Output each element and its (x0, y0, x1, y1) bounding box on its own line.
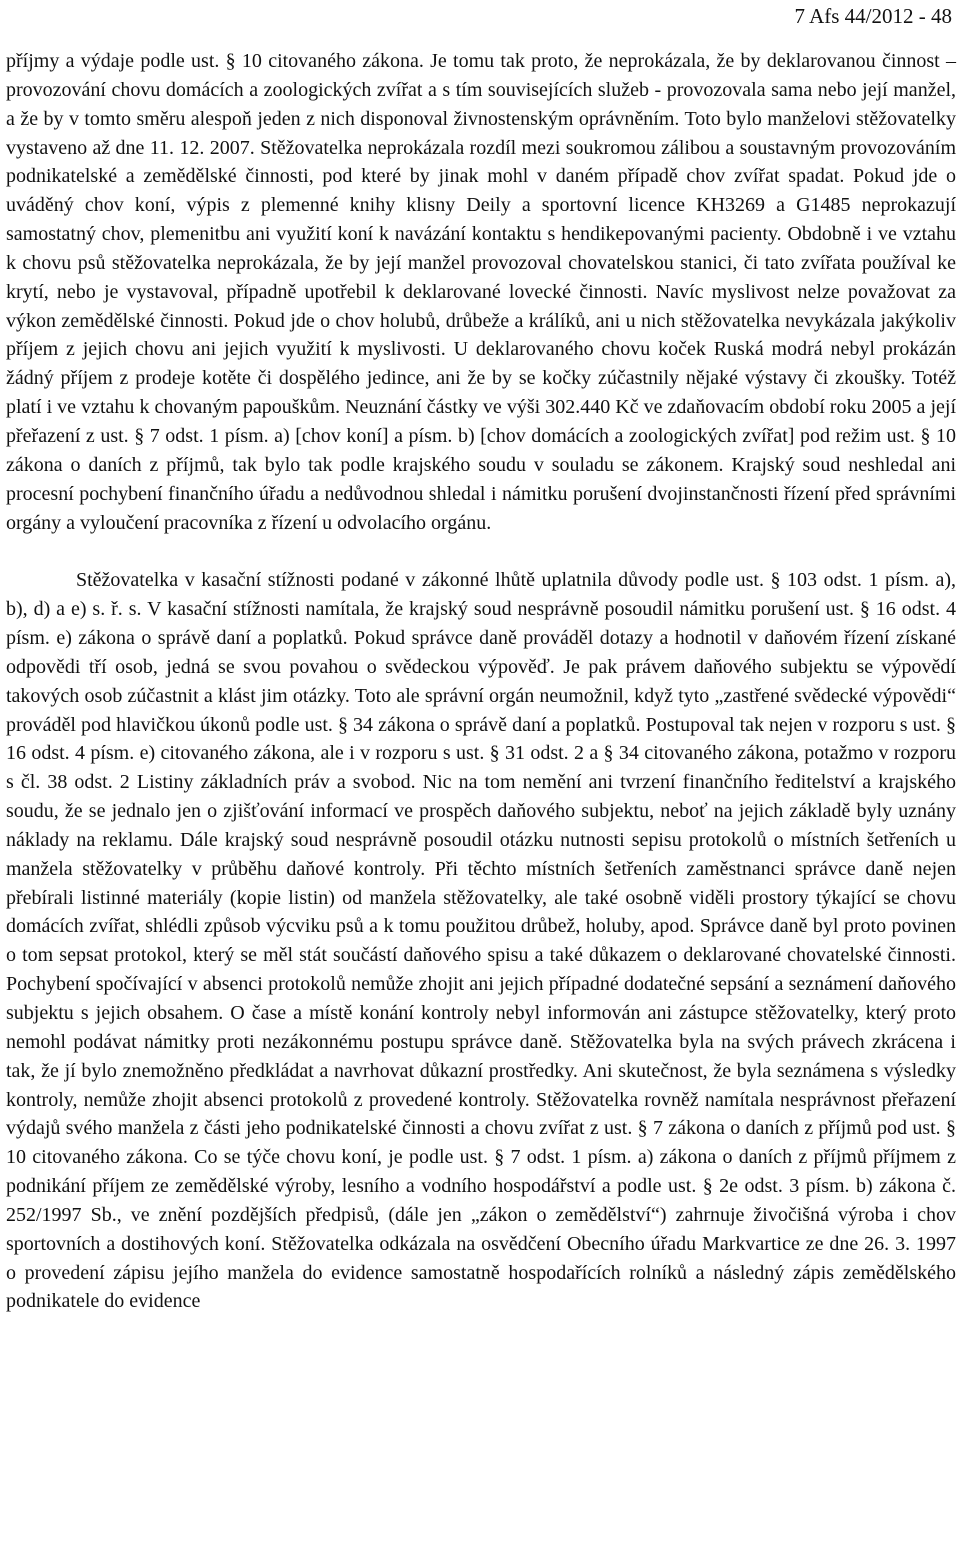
document-body (6, 47, 956, 1316)
page-header-case-number: 7 Afs 44/2012 - 48 (794, 4, 952, 28)
paragraph-cassation-complaint: Stěžovatelka v kasační stížnosti podané v zákonné lhůtě uplatnila důvody podle ust. § 103 odst. 1 písm. a), b), d) a e) s. ř. s. V kasační stížnosti namítala, že krajský soud nesprávně posoudil námitku porušení ust. § 16 odst. 4 písm. e) zákona o správě daní a poplatků. Pokud správce daně prováděl dotazy a hodnotil v daňovém řízení získané odpovědi tří osob, jedná se svou povahou o svědeckou výpověď. Je pak právem daňového subjektu se výpovědí takových osob zúčastnit a klást jim otázky. Toto ale správní orgán neumožnil, když tyto „zastřené svědecké výpovědi“ prováděl pod hlavičkou úkonů podle ust. § 34 zákona o správě daní a poplatků. Postupoval tak nejen v rozporu s ust. § 16 odst. 4 písm. e) citovaného zákona, ale i v rozporu s ust. § 31 odst. 2 a § 34 citovaného zákona, potažmo v rozporu s čl. 38 odst. 2 Listiny základních práv a svobod. Nic na tom nemění ani tvrzení finančního ředitelství a krajského soudu, že se jednalo jen o zjišťování informací ve prospěch daňového subjektu, neboť na jejich základě byly uznány náklady na reklamu. Dále krajský soud nesprávně posoudil otázku nutnosti sepisu protokolů o místních šetřeních u manžela stěžovatelky v průběhu daňové kontroly. Při těchto místních šetřeních zaměstnanci správce daně nejen přebírali listinné materiály (kopie listin) od manžela stěžovatelky, ale také osobně viděli prostory týkající se chovu domácích zvířat, shlédli způsob výcviku psů a k tomu použitou drůbež, holuby, apod. Správce daně byl proto povinen o tom sepsat protokol, který se měl stát součástí daňového spisu a také důkazem o deklarované chovatelské činnosti. Pochybení spočívající v absenci protokolů nemůže zhojit ani jejich případné dodatečné sepsání a seznámení daňového subjektu s jejich obsahem. O čase a místě konání kontroly nebyl informován ani zástupce stěžovatelky, který proto nemohl podávat námitky proti nezákonnému postupu správce daně. Stěžovatelka byla na svých právech zkrácena i tak, že jí bylo znemožněno předkládat a navrhovat důkazní prostředky. Ani skutečnost, že byla seznámena s výsledky kontroly, nemůže zhojit absenci protokolů z provedené kontroly. Stěžovatelka rovněž namítala nesprávnost přeřazení výdajů svého manžela z části jeho podnikatelské činnosti a chovu zvířat z ust. § 7 zákona o daních z příjmů pod ust. § 10 citovaného zákona. Co se týče chovu koní, je podle ust. § 7 odst. 1 písm. a) zákona o daních z příjmů příjmem z podnikání příjem ze zemědělské výroby, lesního a vodního hospodářství a podle ust. § 2e odst. 3 písm. b) zákona č. 252/1997 Sb., ve znění pozdějších předpisů, (dále jen „zákon o zemědělství“) zahrnuje živočišná výroba i chov sportovních a dostihových koní. Stěžovatelka odkázala na osvědčení Obecního úřadu Markvartice ze dne 26. 3. 1997 o provedení zápisu jejího manžela do evidence samostatně hospodařících rolníků a následný zápis zemědělského podnikatele do evidence (6, 569, 956, 1313)
paragraph-continued: příjmy a výdaje podle ust. § 10 citovaného zákona. Je tomu tak proto, že neprokázala, že by deklarovanou činnost – provozování chovu domácích a zoologických zvířat a s tím souvisejících služeb - provozovala sama nebo její manžel, a že by v tomto směru alespoň jeden z nich disponoval živnostenským oprávněním. Toto bylo manželovi stěžovatelky vystaveno až dne 11. 12. 2007. Stěžovatelka neprokázala rozdíl mezi soukromou zálibou a soustavným provozováním podnikatelské a zemědělské činnosti, pod které by jinak mohl v daném případě chov zvířat spadat. Pokud jde o uváděný chov koní, výpis z plemenné knihy klisny Deily a sportovní licence KH3269 a G1485 neprokazují samostatný chov, plemenitbu ani využití koní k navázání kontaktu s hendikepovanými pacienty. Obdobně i ve vztahu k chovu psů stěžovatelka neprokázala, že by její manžel provozoval chovatelskou stanici, či tato zvířata používal ke krytí, nebo je vystavoval, případně upotřebil k deklarované lovecké činnosti. Navíc myslivost nelze považovat za výkon zemědělské činnosti. Pokud jde o chov holubů, drůbeže a králíků, ani u nich stěžovatelka nevykázala jakýkoliv příjem z jejich chovu ani jejich využití k myslivosti. U deklarovaného chovu koček Ruská modrá nebyl prokázán žádný příjem z prodeje kotěte či dospělého jedince, ani že by se kočky zúčastnily nějaké výstavy či zkoušky. Totéž platí i ve vztahu k chovaným papouškům. Neuznání částky ve výši 302.440 Kč ve zdaňovacím období roku 2005 a její přeřazení z ust. § 7 odst. 1 písm. a) [chov koní] a písm. b) [chov domácích a zoologických zvířat] pod režim ust. § 10 zákona o daních z příjmů, tak bylo tak podle krajského soudu v souladu se zákonem. Krajský soud neshledal ani procesní pochybení finančního úřadu a nedůvodnou shledal i námitku porušení dvojinstančnosti řízení před správními orgány a vyloučení pracovníka z řízení u odvolacího orgánu. (6, 50, 956, 534)
